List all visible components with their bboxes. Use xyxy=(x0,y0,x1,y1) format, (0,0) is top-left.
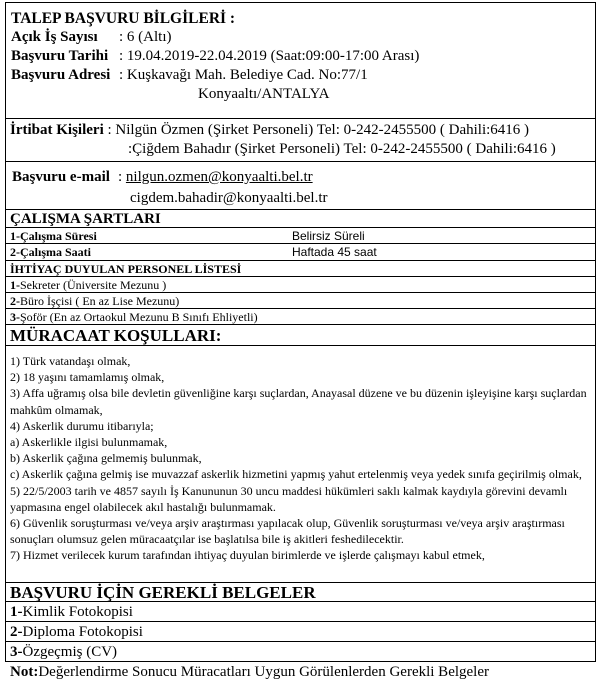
ihtiyac-item-3 xyxy=(6,309,595,325)
irtibat-person-1: : Nilgün Özmen (Şirket Personeli) Tel: 0-242-2455500 ( Dahili:6416 ) xyxy=(107,122,530,138)
irtibat-label: İrtibat Kişileri xyxy=(10,122,104,138)
irtibat-person-2: :Çiğdem Bahadır (Şirket Personeli) Tel: 0-242-2455500 ( Dahili:6416 ) xyxy=(128,141,556,157)
note-label: Not: xyxy=(10,664,39,680)
belge-text: Diploma Fotokopisi xyxy=(22,624,143,640)
condition-item: 5) 22/5/2003 tarih ve 4857 sayılı İş Kanununun 30 uncu maddesi hükümleri saklı kalmak kaydıyla görevini devamlı yapmasına engel olabilecek akıl hastalığı bulunmamak. xyxy=(10,483,568,514)
belge-item-2 xyxy=(6,622,595,642)
ihtiyac-text: Şoför (En az Ortaokul Mezunu B Sınıfı Ehliyetli) xyxy=(20,310,258,324)
acik-is-label: Açık İş Sayısı xyxy=(11,29,98,45)
condition-item: c) Askerlik çağına gelmiş ise muvazzaf askerlik hizmetini yapmış yahut ertelenmiş veya yedek sınıfa geçirilmiş olmak, xyxy=(10,467,582,482)
adres-city: Konyaaltı/ANTALYA xyxy=(198,86,330,102)
condition-item: 2) 18 yaşını tamamlamış olmak, xyxy=(10,370,165,385)
calisma-sure-value: Belirsiz Süreli xyxy=(292,229,365,243)
ihtiyac-num: 2- xyxy=(10,294,20,308)
tarih-value: : 19.04.2019-22.04.2019 (Saat:09:00-17:00 Arası) xyxy=(119,48,420,64)
belge-num: 1- xyxy=(10,604,23,620)
acik-is-row xyxy=(11,28,595,47)
belge-note xyxy=(6,662,595,682)
calisma-saat-row xyxy=(6,244,595,260)
muracaat-title: MÜRACAAT KOŞULLARI: xyxy=(6,325,595,346)
email-row-1 xyxy=(12,167,595,188)
ihtiyac-item-1 xyxy=(6,277,595,293)
note-text: Değerlendirme Sonucu Müracatları Uygun Görülenlerden Gerekli Belgeler xyxy=(38,664,489,680)
condition-item: 3) Affa uğramış olsa bile devletin güvenliğine karşı suçlardan, Anayasal düzene ve bu düzenin işleyişine karşı suçlardan mahkûm olmamak, xyxy=(10,386,587,417)
ihtiyac-title: İHTİYAÇ DUYULAN PERSONEL LİSTESİ xyxy=(6,261,595,277)
calisma-sure-row xyxy=(6,228,595,244)
belge-num: 2- xyxy=(10,624,23,640)
ihtiyac-text: Sekreter (Üniversite Mezunu ) xyxy=(20,278,167,292)
muracaat-conditions xyxy=(6,346,595,583)
adres-row xyxy=(11,66,595,85)
belge-item-1 xyxy=(6,602,595,622)
email-sep: : xyxy=(118,169,123,185)
talep-section xyxy=(6,3,595,119)
adres-label: Başvuru Adresi xyxy=(11,67,111,83)
talep-title: TALEP BAŞVURU BİLGİLERİ : xyxy=(11,10,236,27)
calisma-table xyxy=(6,228,595,261)
email-label: Başvuru e-mail xyxy=(12,169,110,185)
belge-text: Özgeçmiş (CV) xyxy=(22,644,118,660)
email-section xyxy=(6,162,595,210)
condition-item: b) Askerlik çağına gelmemiş bulunmak, xyxy=(10,451,202,466)
ihtiyac-num: 1- xyxy=(10,278,20,292)
ihtiyac-num: 3- xyxy=(10,310,20,324)
acik-is-value: : 6 (Altı) xyxy=(119,29,172,45)
email-link-1[interactable]: nilgun.ozmen@konyaalti.bel.tr xyxy=(125,169,313,185)
condition-item: 6) Güvenlik soruşturması ve/veya arşiv araştırması yapılacak olup, Güvenlik soruşturması ve/veya arşiv araştırması sonuçları olumsuz gelen müracaatçılar ise başlatılsa bile iş akitleri feshedilecektir. xyxy=(10,516,565,547)
tarih-row xyxy=(11,47,595,66)
email-link-2[interactable]: cigdem.bahadir@konyaalti.bel.tr xyxy=(130,190,328,206)
belge-item-3 xyxy=(6,642,595,662)
condition-item: 1) Türk vatandaşı olmak, xyxy=(10,354,131,368)
calisma-sure-label: 1-Çalışma Süresi xyxy=(10,229,97,243)
condition-item: 4) Askerlik durumu itibarıyla; xyxy=(10,418,154,433)
calisma-title: ÇALIŞMA ŞARTLARI xyxy=(6,210,595,228)
belge-text: Kimlik Fotokopisi xyxy=(22,604,133,620)
belgeler-title: BAŞVURU İÇİN GEREKLİ BELGELER xyxy=(6,583,595,602)
calisma-saat-value: Haftada 45 saat xyxy=(292,245,377,259)
calisma-saat-label: 2-Çalışma Saati xyxy=(10,245,91,259)
condition-item: a) Askerlikle ilgisi bulunmamak, xyxy=(10,435,168,450)
ihtiyac-item-2 xyxy=(6,293,595,309)
irtibat-section xyxy=(6,119,595,162)
condition-item: 7) Hizmet verilecek kurum tarafından ihtiyaç duyulan birimlerde ve işlerde çalışmayı kabul etmek, xyxy=(10,548,485,563)
ihtiyac-text: Büro İşçisi ( En az Lise Mezunu) xyxy=(20,294,180,308)
belge-num: 3- xyxy=(10,644,23,660)
adres-value: : Kuşkavağı Mah. Belediye Cad. No:77/1 xyxy=(119,67,368,83)
irtibat-row-1 xyxy=(10,121,595,140)
job-posting-document xyxy=(5,2,596,680)
tarih-label: Başvuru Tarihi xyxy=(11,48,109,64)
